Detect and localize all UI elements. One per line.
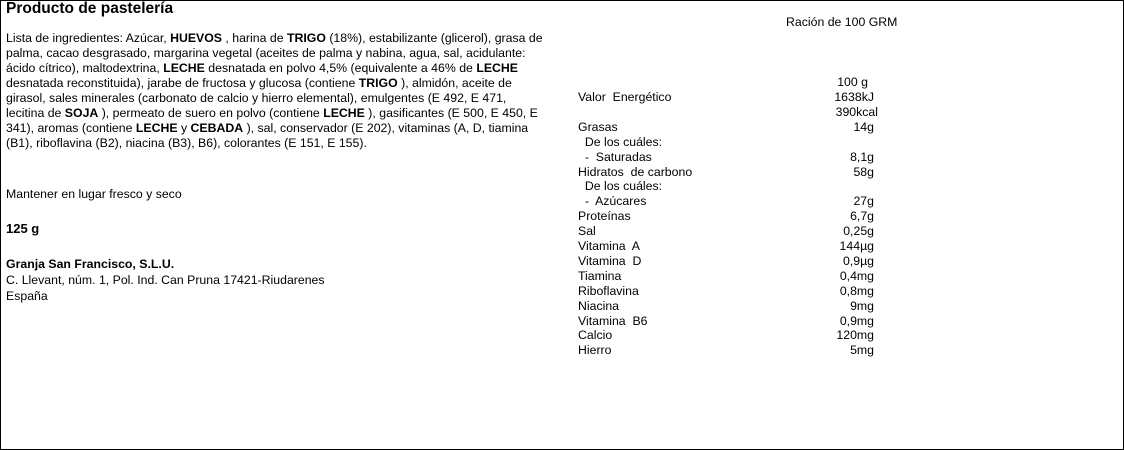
storage-instructions: Mantener en lugar fresco y seco — [6, 187, 182, 201]
nutrient-name: Proteínas — [578, 209, 631, 224]
nutrition-row — [0, 314, 874, 329]
nutrient-value: 27g — [853, 194, 874, 209]
nutrient-name: Vitamina B6 — [578, 313, 648, 328]
nutrient-value: 58g — [853, 164, 874, 179]
company-country: España — [6, 289, 48, 303]
nutrition-row — [0, 165, 874, 180]
nutrient-value: 0,9µg — [842, 253, 874, 268]
nutrient-value: 0,4mg — [839, 268, 874, 283]
nutrition-row — [0, 239, 874, 254]
ingredient-text: (18%), estabilizante (glicerol), grasa de palma, cacao desgrasado, margarina vegetal (aceites de palma y nabina, agua, sal, acidulante: ácido cítrico), maltodextrina, — [6, 31, 543, 75]
nutrition-row — [0, 224, 874, 239]
nutrient-name: De los cuáles: — [578, 134, 663, 149]
ingredient-text: ), sal, conservador (E 202), vitaminas (A, D, tiamina (B1), riboflavina (B2), niacina (B3), B6), colorantes (E 151, E 155). — [6, 121, 529, 150]
company-name: Granja San Francisco, S.L.U. — [6, 257, 175, 271]
nutrient-value: 5mg — [850, 343, 874, 358]
ingredient-text: ), permeato de suero en polvo (contiene — [98, 106, 324, 120]
nutrient-value: 0,25g — [843, 224, 874, 239]
nutrient-name: Hidratos de carbono — [578, 164, 693, 179]
nutrient-name: Valor Energético — [578, 90, 672, 104]
nutrient-name: Hierro — [578, 343, 612, 358]
allergen-word: LECHE — [476, 61, 518, 75]
ingredient-text: Lista de ingredientes: Azúcar, — [6, 31, 171, 45]
allergen-word: TRIGO — [358, 76, 398, 90]
per-label-row — [0, 75, 868, 90]
allergen-word: TRIGO — [286, 31, 326, 45]
per-label: 100 g — [837, 75, 868, 89]
nutrition-row — [0, 105, 878, 120]
allergen-word: HUEVOS — [170, 31, 222, 45]
allergen-word: LECHE — [135, 121, 178, 135]
net-weight: 125 g — [6, 221, 40, 236]
allergen-word: LECHE — [323, 106, 365, 120]
nutrient-value: 6,7g — [850, 209, 874, 224]
nutrient-value: 1638kJ — [834, 90, 874, 104]
nutrition-row — [0, 254, 874, 269]
nutrient-name: Sal — [578, 224, 596, 239]
nutrition-row — [0, 120, 874, 135]
nutrient-name: Tiamina — [578, 268, 622, 283]
nutrient-value: 9mg — [850, 298, 874, 313]
nutrient-value: 0,8mg — [839, 283, 874, 298]
nutrient-name: Riboflavina — [578, 283, 639, 298]
nutrient-value: 0,9mg — [839, 313, 874, 328]
allergen-word: CEBADA — [190, 121, 244, 135]
company-address: C. Llevant, núm. 1, Pol. Ind. Can Pruna 17421-Riudarenes — [6, 273, 325, 287]
nutrient-name: Vitamina A — [578, 239, 640, 253]
nutrient-name: Niacina — [578, 298, 620, 313]
portion-label: Ración de 100 GRM — [786, 15, 898, 29]
ingredient-text: ), gasificantes (E 500, E 450, E 341), aromas (contiene — [6, 106, 538, 135]
nutrition-row — [0, 269, 874, 284]
nutrient-name: Calcio — [578, 328, 613, 343]
nutrient-name: - Azúcares — [578, 194, 647, 209]
allergen-word: SOJA — [64, 106, 99, 120]
allergen-word: LECHE — [163, 61, 205, 75]
nutrition-row — [0, 135, 874, 150]
nutrition-row — [0, 179, 874, 194]
nutrition-row — [0, 90, 874, 105]
ingredient-text: ), almidón, aceite de girasol, sales minerales (carbonato de calcio y hierro elemental), emulgentes (E 492, E 471, lecitina de — [6, 76, 512, 120]
nutrition-row — [0, 284, 874, 299]
ingredient-text: desnatada en polvo 4,5% (equivalente a 46% de — [204, 61, 477, 75]
ingredient-text: desnatada reconstituida), jarabe de fructosa y glucosa (contiene — [6, 76, 359, 90]
nutrient-value: 8,1g — [850, 149, 874, 164]
ingredient-text: , harina de — [222, 31, 287, 45]
nutrition-row — [0, 209, 874, 224]
nutrient-value: 390kcal — [835, 104, 878, 119]
nutrition-row — [0, 194, 874, 209]
nutrition-row — [0, 343, 874, 358]
nutrient-name: - Saturadas — [578, 149, 652, 164]
nutrient-value: 144µg — [839, 239, 874, 253]
nutrition-row — [0, 328, 874, 343]
nutrition-row — [0, 299, 874, 314]
nutrient-value: 120mg — [836, 328, 874, 343]
nutrient-name: Grasas — [578, 119, 618, 134]
nutrient-name: Vitamina D — [578, 253, 642, 268]
ingredient-text: y — [177, 121, 191, 135]
nutrient-name: De los cuáles: — [578, 179, 663, 194]
nutrient-value: 14g — [853, 119, 874, 134]
product-title: Producto de pastelería — [6, 0, 174, 17]
nutrition-row — [0, 150, 874, 165]
